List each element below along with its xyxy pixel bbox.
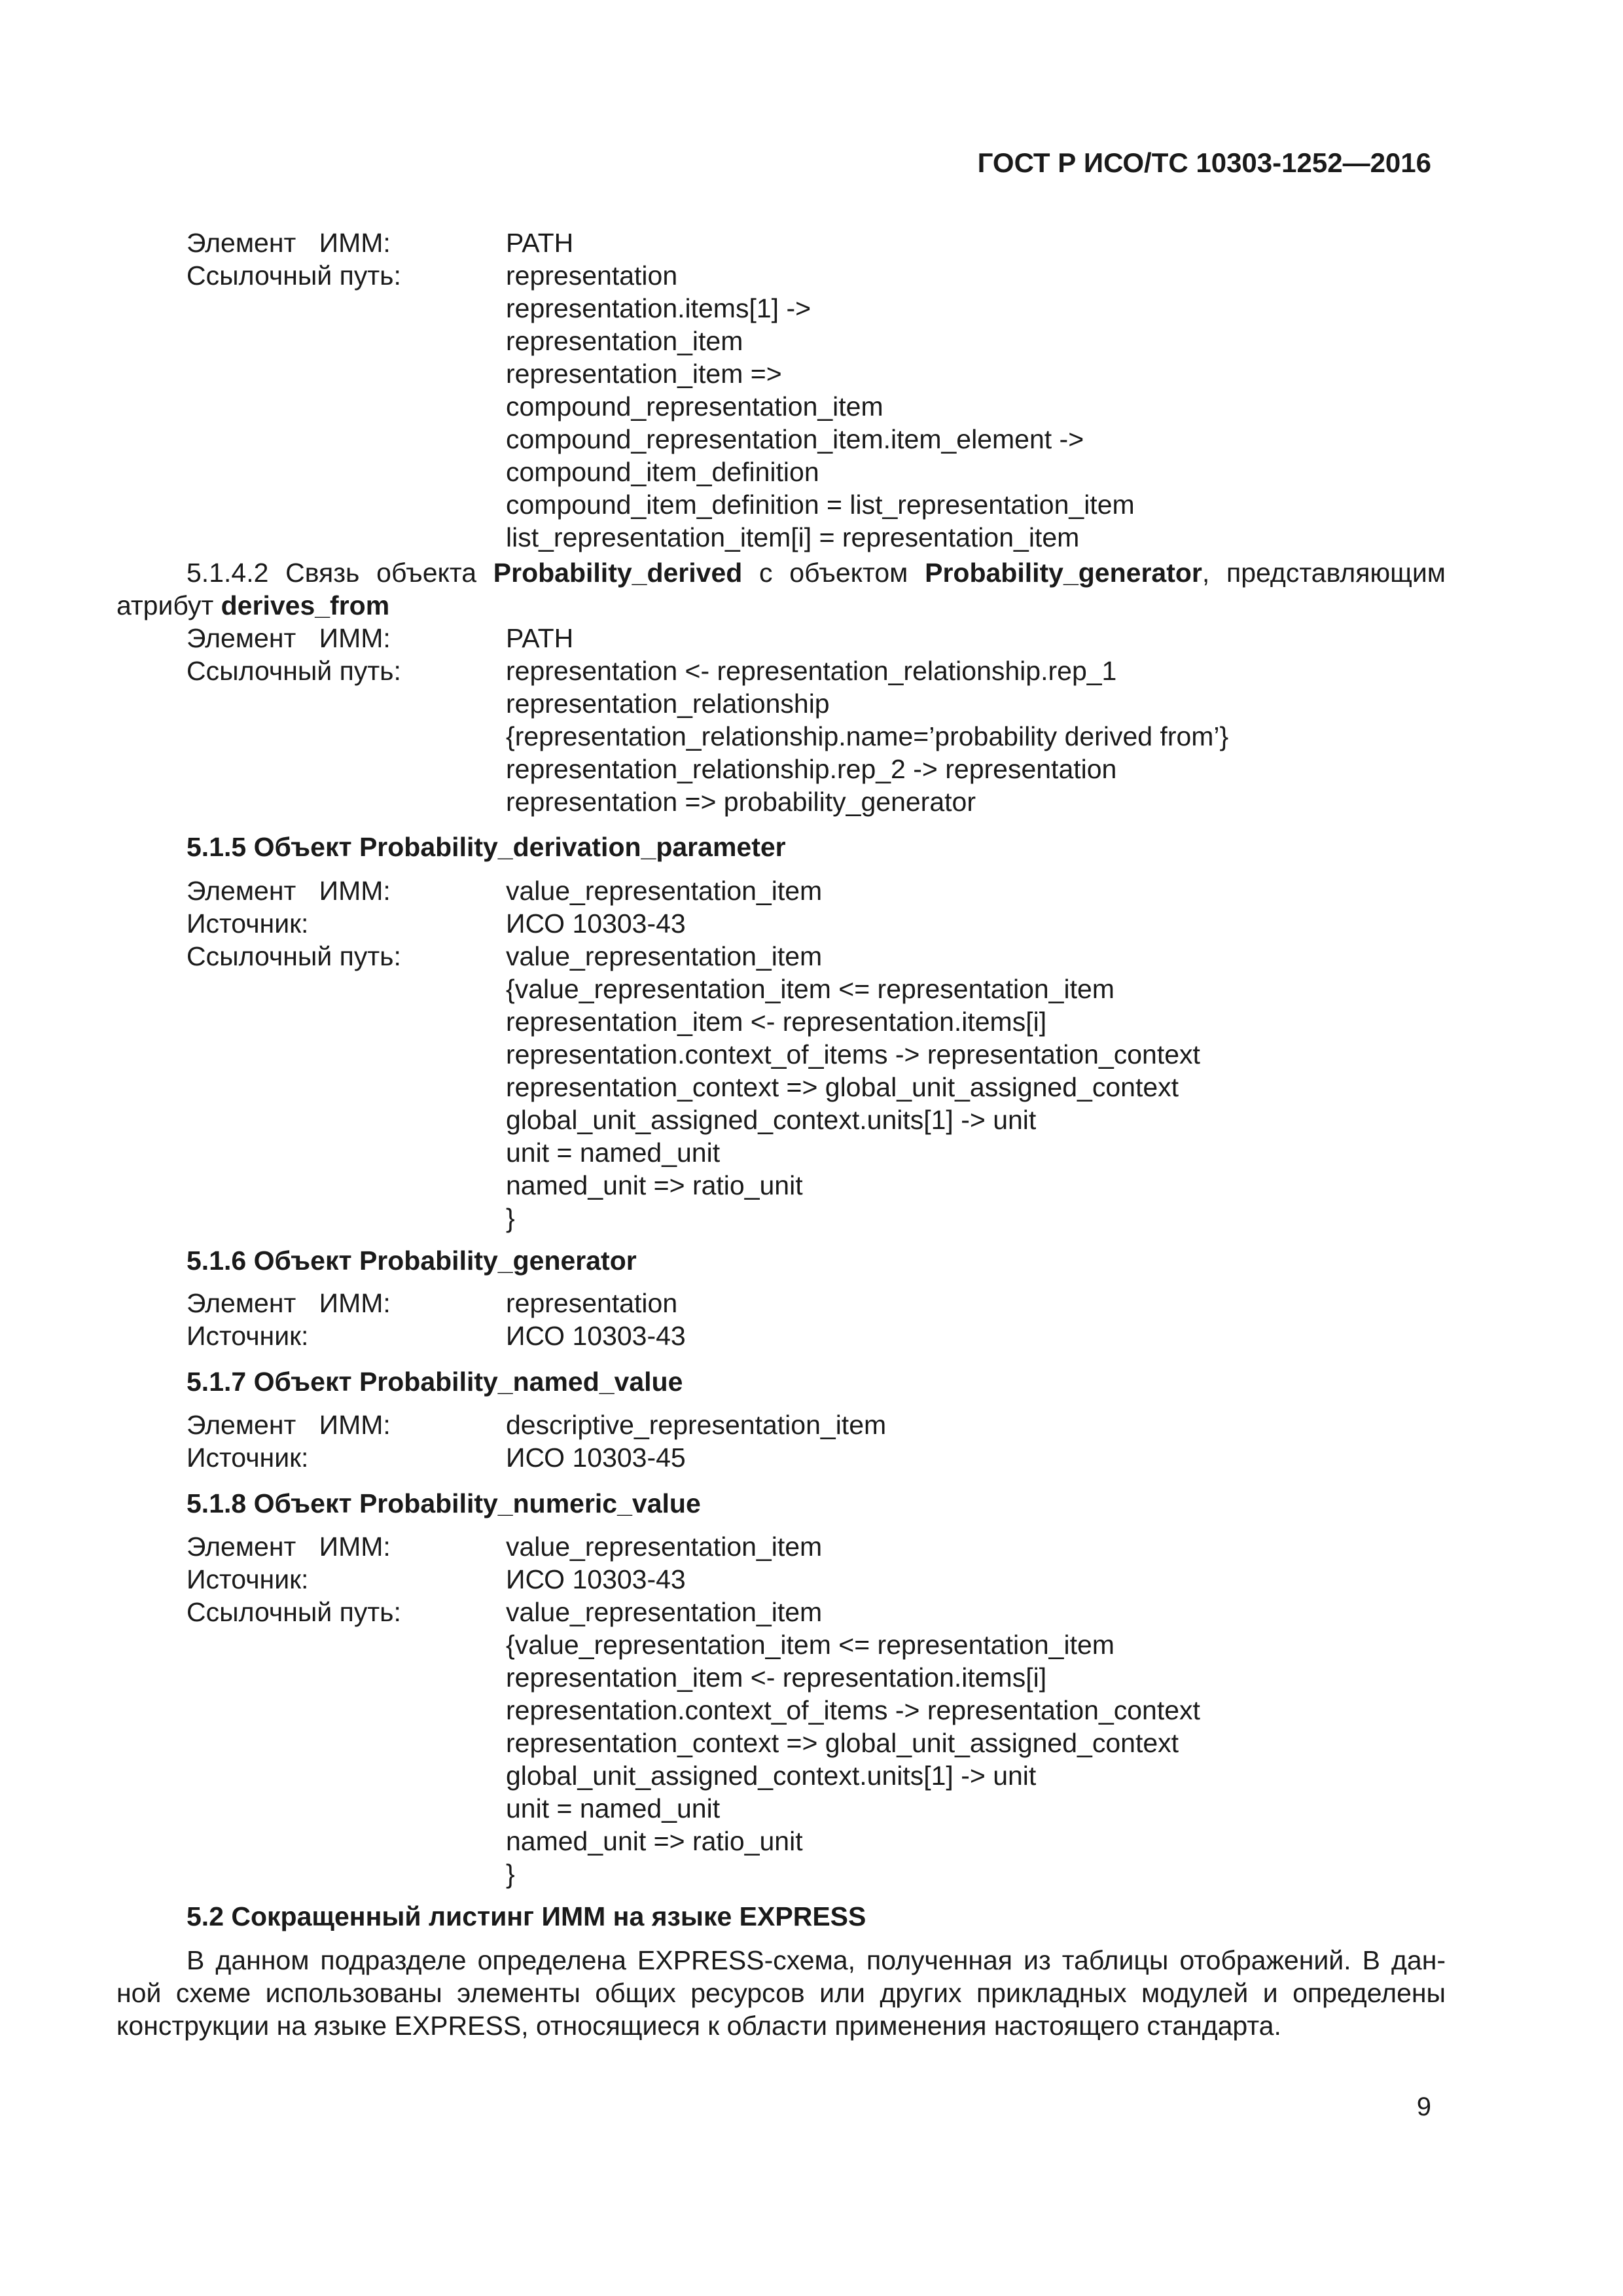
path-row [0, 753, 1623, 785]
path-row [0, 292, 1623, 325]
section-heading-5-1-8: 5.1.8 Объект Probability_numeric_value [187, 1488, 701, 1518]
path-row [0, 1202, 1623, 1234]
path-line: representation [506, 260, 678, 291]
element-label: Элемент ИММ: [187, 1288, 391, 1318]
path-row [0, 1792, 1623, 1825]
path-row [0, 1103, 1623, 1136]
path-line: representation_item => [506, 359, 782, 389]
path-row [0, 1038, 1623, 1071]
page-number: 9 [1416, 2092, 1431, 2121]
element-row [0, 1530, 1623, 1563]
source-label: Источник: [187, 1443, 309, 1473]
ref-path-label: Ссылочный путь: [187, 656, 401, 686]
source-label: Источник: [187, 1321, 309, 1351]
element-row [0, 226, 1623, 259]
path-row [0, 1071, 1623, 1103]
element-row [0, 1408, 1623, 1441]
element-value: descriptive_representation_item [506, 1410, 887, 1440]
path-row [0, 456, 1623, 488]
section-heading-5-2: 5.2 Сокращенный листинг ИММ на языке EXPRESS [187, 1901, 866, 1931]
path-row [0, 720, 1623, 753]
element-label: Элемент ИММ: [187, 876, 391, 906]
source-value: ИСО 10303-43 [506, 1564, 686, 1594]
element-value: representation [506, 1288, 678, 1318]
ref-path-row [0, 940, 1623, 973]
path-line: unit = named_unit [506, 1793, 721, 1823]
path-row [0, 1628, 1623, 1661]
path-line: {value_representation_item <= representation_item [506, 974, 1115, 1004]
path-row [0, 785, 1623, 818]
source-row [0, 1563, 1623, 1596]
path-line: {representation_relationship.name=’probability derived from’} [506, 721, 1229, 751]
path-row [0, 1005, 1623, 1038]
path-line: compound_representation_item.item_element -> [506, 424, 1084, 454]
path-line: representation_item [506, 326, 743, 356]
paragraph-line: ной схеме использованы элементы общих ресурсов или других прикладных модулей и определены [116, 1978, 1446, 2008]
path-row [0, 687, 1623, 720]
path-row [0, 390, 1623, 423]
source-row [0, 1441, 1623, 1474]
path-line: representation <- representation_relationship.rep_1 [506, 656, 1117, 686]
path-line: named_unit => ratio_unit [506, 1826, 803, 1856]
path-line: representation.context_of_items -> representation_context [506, 1695, 1200, 1725]
mapping-block-1 [0, 226, 1623, 554]
path-line: representation => probability_generator [506, 787, 976, 817]
path-line: global_unit_assigned_context.units[1] -> unit [506, 1761, 1037, 1791]
mapping-block-3 [0, 874, 1623, 1234]
ref-path-label: Ссылочный путь: [187, 260, 401, 291]
mapping-block-2 [0, 622, 1623, 818]
ref-path-row [0, 655, 1623, 687]
path-row [0, 1857, 1623, 1890]
path-row [0, 1759, 1623, 1792]
path-row [0, 1727, 1623, 1759]
path-line: compound_representation_item [506, 391, 883, 422]
path-row [0, 1825, 1623, 1857]
path-line: representation_context => global_unit_assigned_context [506, 1728, 1179, 1758]
path-line: } [506, 1859, 515, 1889]
path-row [0, 325, 1623, 357]
path-line: representation.items[1] -> [506, 293, 812, 323]
source-row [0, 1319, 1623, 1352]
path-row [0, 521, 1623, 554]
path-line: compound_item_definition [506, 457, 819, 487]
element-value: PATH [506, 623, 574, 653]
path-row [0, 423, 1623, 456]
source-label: Источник: [187, 908, 309, 939]
paragraph-line: конструкции на языке EXPRESS, относящиеся к области применения настоящего стандарта. [116, 2011, 1281, 2041]
clause-line: 5.1.4.2 Связь объекта Probability_derived с объектом Probability_generator, представляющим [187, 558, 1446, 588]
path-line: representation.context_of_items -> representation_context [506, 1039, 1200, 1069]
path-row [0, 973, 1623, 1005]
path-line: representation_context => global_unit_assigned_context [506, 1072, 1179, 1102]
section-heading-5-1-5: 5.1.5 Объект Probability_derivation_parameter [187, 832, 786, 862]
element-label: Элемент ИММ: [187, 1532, 391, 1562]
element-row [0, 1287, 1623, 1319]
element-row [0, 874, 1623, 907]
path-line: unit = named_unit [506, 1138, 721, 1168]
mapping-block-4 [0, 1287, 1623, 1352]
source-label: Источник: [187, 1564, 309, 1594]
element-value: value_representation_item [506, 876, 823, 906]
path-row [0, 1661, 1623, 1694]
path-line: value_representation_item [506, 941, 823, 971]
path-line: representation_relationship.rep_2 -> representation [506, 754, 1117, 784]
path-line: representation_relationship [506, 689, 830, 719]
path-line: compound_item_definition = list_representation_item [506, 490, 1135, 520]
path-line: list_representation_item[i] = representation_item [506, 522, 1080, 552]
ref-path-row [0, 259, 1623, 292]
element-value: PATH [506, 228, 574, 258]
path-line: value_representation_item [506, 1597, 823, 1627]
mapping-block-6 [0, 1530, 1623, 1890]
clause-5-1-4-2 [116, 556, 1446, 622]
section-heading-5-1-6: 5.1.6 Объект Probability_generator [187, 1246, 637, 1276]
path-row [0, 1136, 1623, 1169]
path-line: } [506, 1203, 515, 1233]
source-value: ИСО 10303-43 [506, 1321, 686, 1351]
clause-line: атрибут derives_from [116, 590, 390, 620]
paragraph-line: В данном подразделе определена EXPRESS-схема, полученная из таблицы отображений. В дан- [187, 1945, 1446, 1975]
path-line: representation_item <- representation.items[i] [506, 1007, 1047, 1037]
path-row [0, 1169, 1623, 1202]
document-header: ГОСТ Р ИСО/ТС 10303-1252—2016 [977, 147, 1431, 178]
path-row [0, 488, 1623, 521]
ref-path-row [0, 1596, 1623, 1628]
path-line: global_unit_assigned_context.units[1] -> unit [506, 1105, 1037, 1135]
ref-path-label: Ссылочный путь: [187, 1597, 401, 1627]
path-row [0, 1694, 1623, 1727]
section-5-2-paragraph [116, 1944, 1446, 2042]
element-value: value_representation_item [506, 1532, 823, 1562]
element-label: Элемент ИММ: [187, 228, 391, 258]
section-heading-5-1-7: 5.1.7 Объект Probability_named_value [187, 1367, 683, 1397]
element-row [0, 622, 1623, 655]
source-value: ИСО 10303-45 [506, 1443, 686, 1473]
element-label: Элемент ИММ: [187, 1410, 391, 1440]
ref-path-label: Ссылочный путь: [187, 941, 401, 971]
path-line: {value_representation_item <= representation_item [506, 1630, 1115, 1660]
path-line: named_unit => ratio_unit [506, 1170, 803, 1200]
mapping-block-5 [0, 1408, 1623, 1474]
path-row [0, 357, 1623, 390]
source-value: ИСО 10303-43 [506, 908, 686, 939]
source-row [0, 907, 1623, 940]
path-line: representation_item <- representation.items[i] [506, 1662, 1047, 1693]
element-label: Элемент ИММ: [187, 623, 391, 653]
